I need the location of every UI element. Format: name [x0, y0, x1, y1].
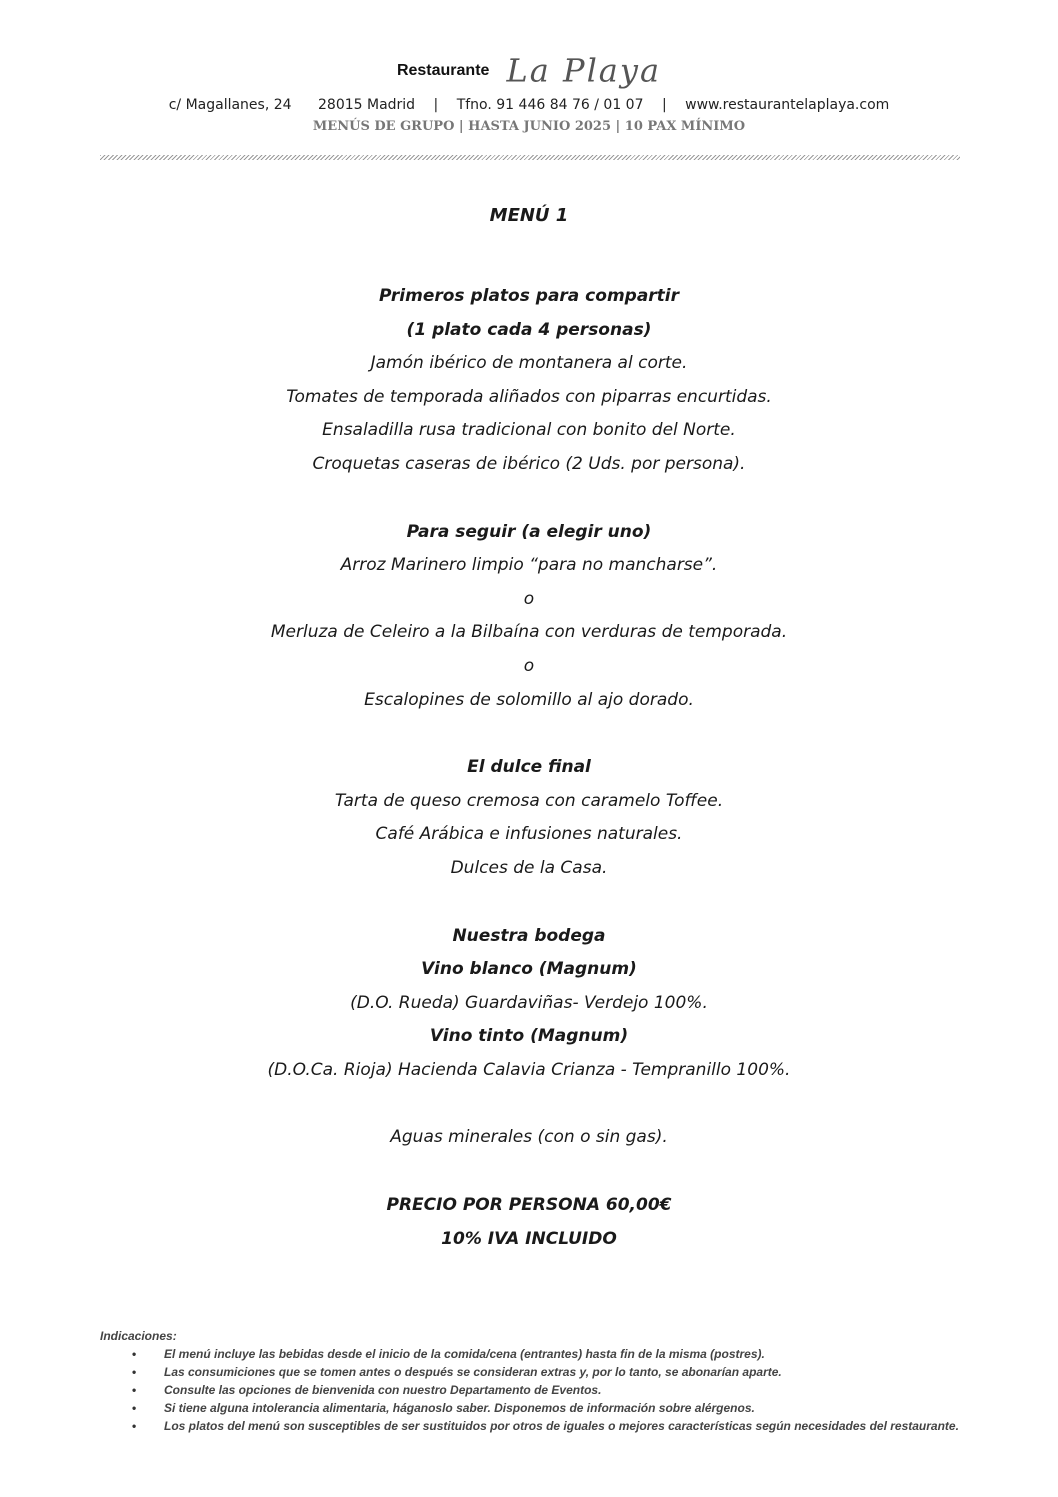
starter-item: Ensaladilla rusa tradicional con bonito del Norte.: [322, 420, 736, 441]
section-spacer: [0, 886, 1058, 920]
notes-list: [100, 1345, 960, 1435]
note-item: [100, 1417, 960, 1435]
note-text: Las consumiciones que se tomen antes o después se consideran extras y, por lo tanto, se abonarían aparte.: [164, 1365, 782, 1379]
contact-separator: |: [661, 97, 667, 113]
brand-prefix: Restaurante: [396, 61, 490, 79]
website-link[interactable]: www.restaurantelaplaya.com: [685, 97, 890, 113]
phone-number: Tfno. 91 446 84 76 / 01 07: [456, 97, 644, 113]
note-text: Consulte las opciones de bienvenida con nuestro Departamento de Eventos.: [164, 1383, 602, 1397]
cellar-heading: Nuestra bodega: [452, 925, 606, 946]
section-spacer: [0, 717, 1058, 751]
dessert-item: Café Arábica e infusiones naturales.: [375, 824, 683, 845]
note-text: El menú incluye las bebidas desde el inicio de la comida/cena (entrantes) hasta fin de la misma (postres).: [164, 1347, 765, 1361]
starter-item: Tomates de temporada aliñados con piparras encurtidas.: [286, 386, 772, 407]
header-divider: [100, 155, 960, 160]
red-wine-heading: Vino tinto (Magnum): [429, 1026, 629, 1047]
dessert-heading: El dulce final: [467, 757, 591, 778]
price-per-person: PRECIO POR PERSONA 60,00€: [386, 1195, 672, 1216]
main-item: Merluza de Celeiro a la Bilbaína con verduras de temporada.: [270, 622, 788, 643]
main-item: Escalopines de solomillo al ajo dorado.: [364, 689, 694, 710]
brand-line: [0, 50, 1058, 90]
section-spacer: [0, 482, 1058, 516]
restaurant-header: [0, 50, 1058, 138]
dessert-item: Tarta de queso cremosa con caramelo Toffee.: [334, 790, 724, 811]
restaurant-logo-name: La Playa: [506, 51, 662, 90]
menu-title: MENÚ 1: [489, 205, 569, 226]
starter-item: Croquetas caseras de ibérico (2 Uds. por persona).: [312, 453, 746, 474]
contact-line: [0, 94, 1058, 116]
starters-heading: Primeros platos para compartir: [378, 286, 680, 306]
note-item: [100, 1345, 960, 1363]
bullet-icon: •: [132, 1383, 137, 1397]
bullet-icon: •: [132, 1419, 137, 1433]
or-separator: o: [523, 655, 535, 676]
note-item: [100, 1363, 960, 1381]
note-text: Si tiene alguna intolerancia alimentaria, háganoslo saber. Disponemos de información sobre alérgenos.: [164, 1401, 755, 1415]
notes-section: [100, 1327, 960, 1435]
main-item: Arroz Marinero limpio “para no mancharse”.: [340, 555, 718, 576]
bullet-icon: •: [132, 1365, 137, 1379]
menu-body: [0, 200, 1058, 1256]
vat-included: 10% IVA INCLUIDO: [441, 1228, 617, 1249]
notes-title: Indicaciones:: [100, 1329, 177, 1343]
red-wine: (D.O.Ca. Rioja) Hacienda Calavia Crianza - Tempranillo 100%.: [267, 1059, 791, 1080]
section-spacer: [0, 1087, 1058, 1121]
postal-city: 28015 Madrid: [318, 97, 416, 113]
contact-separator: |: [433, 97, 439, 113]
white-wine-heading: Vino blanco (Magnum): [421, 959, 637, 980]
white-wine: (D.O. Rueda) Guardaviñas- Verdejo 100%.: [350, 992, 708, 1013]
bullet-icon: •: [132, 1401, 137, 1415]
dessert-item: Dulces de la Casa.: [450, 857, 608, 878]
note-text: Los platos del menú son susceptibles de ser sustituidos por otros de iguales o mejores características según necesidades del restaurante.: [164, 1419, 959, 1433]
starter-item: Jamón ibérico de montanera al corte.: [370, 353, 688, 374]
mains-heading: Para seguir (a elegir uno): [406, 521, 652, 542]
water-item: Aguas minerales (con o sin gas).: [390, 1127, 668, 1148]
street-address: c/ Magallanes, 24: [168, 97, 292, 113]
note-item: [100, 1381, 960, 1399]
note-item: [100, 1399, 960, 1417]
or-separator: o: [523, 588, 535, 609]
bullet-icon: •: [132, 1347, 137, 1361]
section-spacer: [0, 1155, 1058, 1189]
starters-subheading: (1 plato cada 4 personas): [406, 319, 652, 340]
group-menu-subtitle: MENÚS DE GRUPO | HASTA JUNIO 2025 | 10 PAX MÍNIMO: [312, 119, 746, 134]
